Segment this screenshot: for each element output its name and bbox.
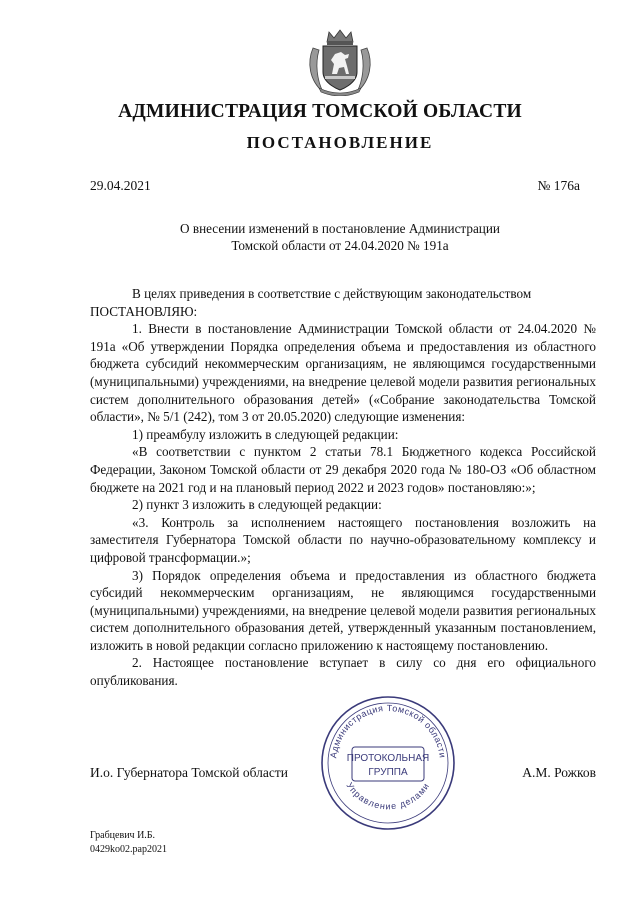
organization-title: АДМИНИСТРАЦИЯ ТОМСКОЙ ОБЛАСТИ [118, 101, 522, 122]
paragraph-control-text: «3. Контроль за исполнением настоящего постановления возложить на заместителя Губернатора Томской области по научно-образовательному комплексу и цифровой трансформации.»; [90, 514, 596, 565]
paragraph-item-1: 1. Внести в постановление Администрации Томской области от 24.04.2020 № 191а «Об утверждении Порядка определения объема и предоставления из областного бюджета субсидий некоммерческим организациям, не являющимся государственными (муниципальными) учреждениями, на внедрение целевой модели развития региональных систем дополнительного образования детей» («Собрание законодательства Томской области», № 5/1 (242), том 3 от 20.05.2020) следующие изменения: [90, 321, 596, 425]
stamp-center-line-2: ГРУППА [368, 767, 408, 778]
document-body [90, 285, 596, 690]
svg-text:Управление делами [344, 781, 431, 812]
paragraph-preamble-text: «В соответствии с пунктом 2 статьи 78.1 Бюджетного кодекса Российской Федерации, Законом Томской области от 29 декабря 2020 года № 180-ОЗ «Об областном бюджете на 2021 год и на плановый период 2022 и 2023 годов» постановляю:»; [90, 444, 596, 495]
paragraph-subitem-1: 1) преамбулу изложить в следующей редакции: [132, 426, 399, 442]
signatory-position: И.о. Губернатора Томской области [90, 765, 288, 780]
document-subject [120, 220, 560, 254]
paragraph-subitem-2: 2) пункт 3 изложить в следующей редакции: [132, 497, 382, 513]
paragraph-subitem-3: 3) Порядок определения объема и предоставления из областного бюджета субсидий некоммерческим организациям, не являющимся государственными (муниципальными) учреждениями, на внедрение целевой модели развития региональных систем дополнительного образования детей, утвержденный указанным постановлением, изложить в новой редакции согласно приложению к настоящему постановлению. [90, 567, 596, 653]
stamp-outer-bottom-text: Управление делами [344, 780, 432, 812]
executor-info [90, 829, 167, 857]
subject-line-2: Томской области от 24.04.2020 № 191а [231, 238, 449, 253]
document-type: ПОСТАНОВЛЕНИЕ [246, 133, 434, 152]
official-stamp [318, 693, 458, 833]
paragraph-item-2: 2. Настоящее постановление вступает в силу со дня его официального опубликования. [90, 655, 596, 689]
stamp-center-line-1: ПРОТОКОЛЬНАЯ [346, 753, 430, 764]
executor-file: 0429ko02.pap2021 [90, 844, 167, 855]
signatory-name: А.М. Рожков [522, 765, 596, 780]
executor-name: Грабцевич И.Б. [90, 830, 156, 841]
subject-line-1: О внесении изменений в постановление Администрации [180, 221, 500, 236]
coat-of-arms-icon [305, 28, 375, 96]
stamp-outer-top-text: Администрация Томской области [328, 702, 448, 759]
paragraph-preamble: В целях приведения в соответствие с действующим законодательством [132, 286, 532, 301]
paragraph-resolve: ПОСТАНОВЛЯЮ: [90, 303, 198, 319]
document-date: 29.04.2021 [90, 178, 151, 193]
document-number: № 176а [537, 178, 580, 193]
